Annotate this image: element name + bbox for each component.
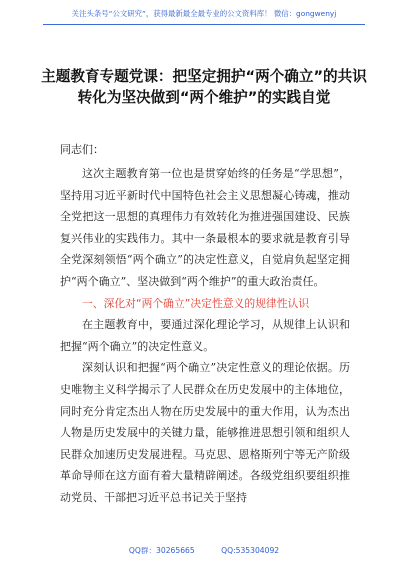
footer-qq-group: QQ群：30265665 [128,546,195,555]
paragraph: 这次主题教育第一位也是贯穿始终的任务是“学思想”，坚持用习近平新时代中国特色社会主义思想凝心铸魂，推动全党把这一思想的真理伟力有效转化为推进强国建设、民族复兴伟业的实践伟力。其中一条最根本的要求就是教育引导全党深刻领悟“两个确立”的决定性意义，自觉肩负起坚定拥护“两个确立”、坚决做到“两个维护”的重大政治责任。 [60,167,350,288]
footer [0,544,408,558]
paragraph: 在主题教育中，要通过深化理论学习，从规律上认识和把握“两个确立”的决定性意义。 [60,318,350,353]
document-body [60,163,350,509]
salutation: 同志们： [60,143,104,156]
paragraph: 深刻认识和把握“两个确立”决定性意义的理论依据。历史唯物主义科学揭示了人民群众在历史发展中的主体地位，同时充分肯定杰出人物在历史发展中的重大作用，认为杰出人物是历史发展中的关键力量，能够推进思想引领和组织人民群众加速历史发展进程。马克思、恩格斯列宁等无产阶级革命导师在这方面有着大量精辟阐述。各级党组织要组织推动党员、干部把习近平总书记关于坚持 [60,361,350,504]
section-heading: 一、深化对“两个确立”决定性意义的规律性认识 [82,296,310,310]
footer-qq: QQ:535304092 [221,546,280,555]
header-banner: 关注头条号“公文研究”，获得最新最全最专业的公文资料库！ 微信：gongwenyj [43,4,365,25]
document-title: 主题教育专题党课：把坚定拥护“两个确立”的共识转化为坚决做到“两个维护”的实践自觉 [41,68,367,106]
